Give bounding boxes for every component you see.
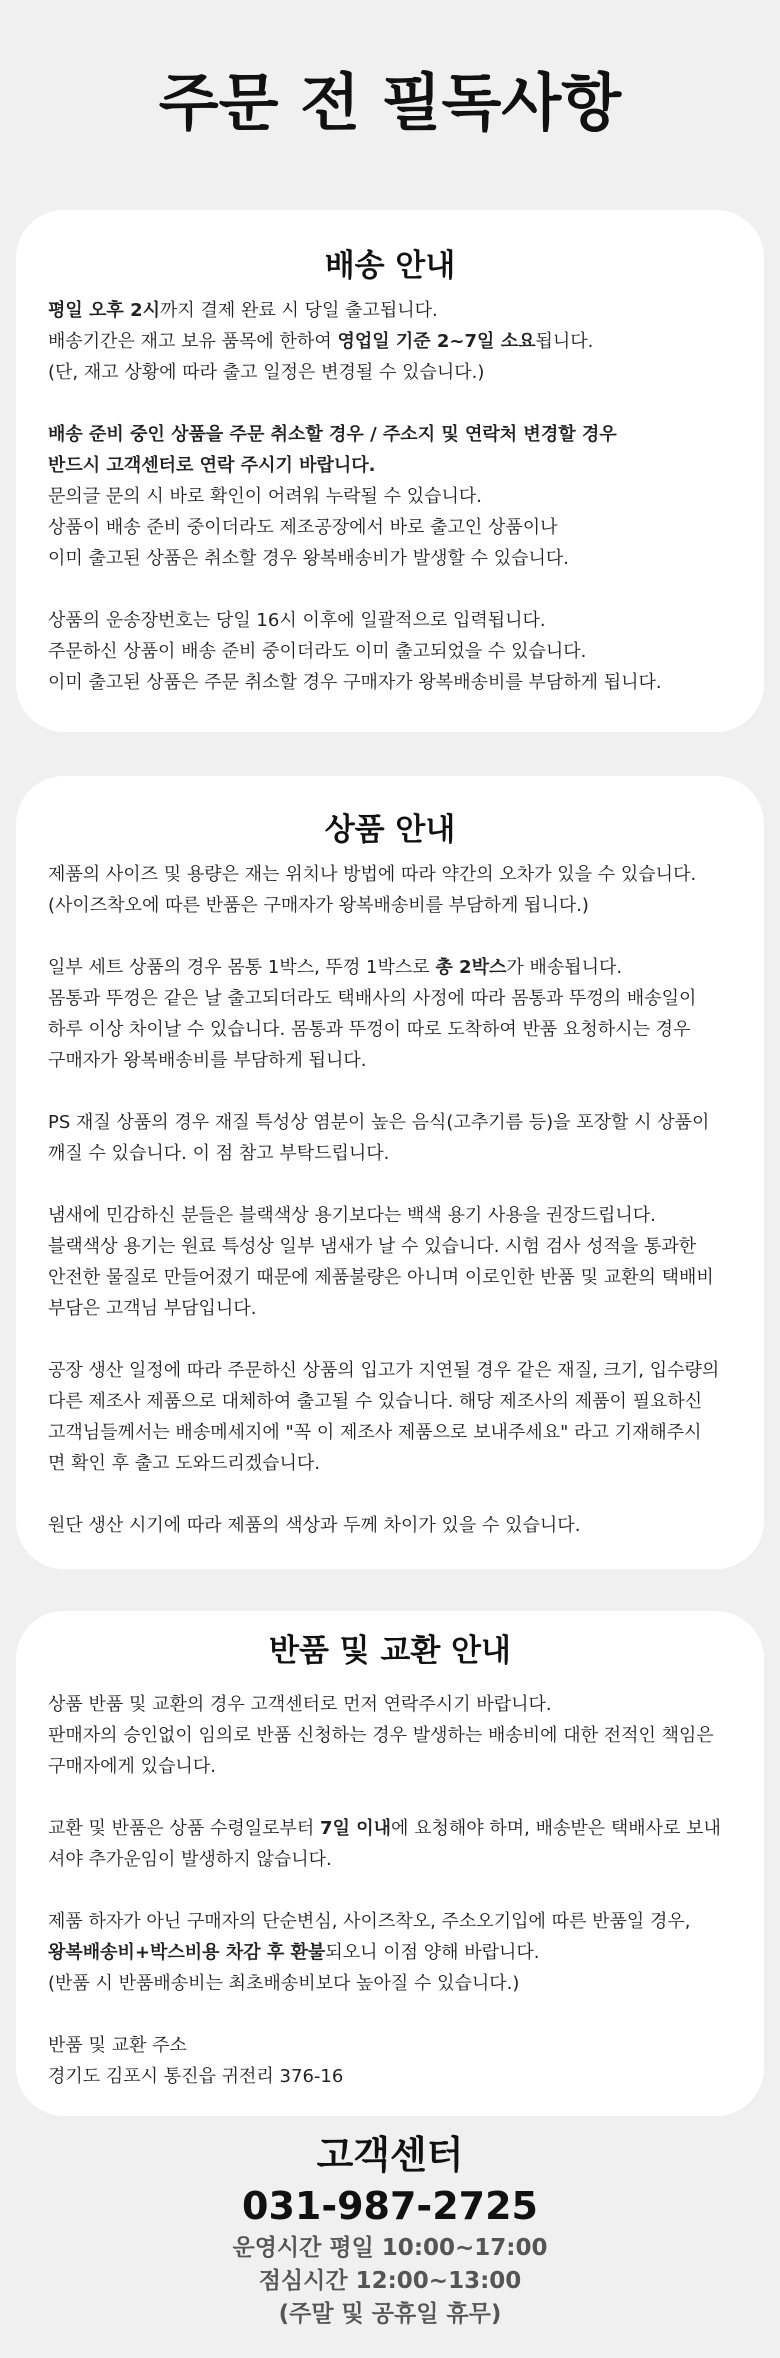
text-line	[48, 1107, 744, 1138]
bold-text: 평일 오후 2시	[48, 300, 160, 321]
text-line	[48, 636, 744, 667]
text-span: 블랙색상 용기는 원료 특성상 일부 냄새가 날 수 있습니다. 시험 검사 성적을 통과한	[48, 1236, 697, 1257]
text-span: 몸통과 뚜껑은 같은 날 출고되더라도 택배사의 사정에 따라 몸통과 뚜껑의 배송일이	[48, 988, 697, 1009]
text-span: 면 확인 후 출고 도와드리겠습니다.	[48, 1453, 321, 1474]
text-span: 상품의 운송장번호는 당일 16시 이후에 일괄적으로 입력됩니다.	[48, 610, 546, 631]
text-span: 배송기간은 재고 보유 품목에 한하여	[48, 331, 338, 352]
text-line	[48, 1813, 744, 1844]
text-line	[48, 419, 744, 450]
text-span: 에 요청해야 하며, 배송받은 택배사로 보내	[391, 1818, 721, 1839]
text-span: 판매자의 승인없이 임의로 반품 신청하는 경우 발생하는 배송비에 대한 전적인 책임은	[48, 1725, 714, 1746]
text-line	[48, 1262, 744, 1293]
product-info-body	[48, 859, 744, 1541]
text-line	[48, 1386, 744, 1417]
return-exchange-card	[16, 1611, 764, 2116]
text-span: 제품의 사이즈 및 용량은 재는 위치나 방법에 따라 약간의 오차가 있을 수 있습니다.	[48, 864, 697, 885]
bold-text: 배송 준비 중인 상품을 주문 취소할 경우 / 주소지 및 연락처 변경할 경우	[48, 424, 617, 445]
product-info-title: 상품 안내	[324, 812, 456, 848]
text-line	[48, 1014, 744, 1045]
text-span: 까지 결제 완료 시 당일 출고됩니다.	[160, 300, 438, 321]
text-line	[48, 1355, 744, 1386]
text-span: 셔야 추가운임이 발생하지 않습니다.	[48, 1849, 332, 1870]
text-line	[48, 2061, 744, 2092]
text-span: (반품 시 반품배송비는 최초배송비보다 높아질 수 있습니다.)	[48, 1973, 520, 1994]
text-span: 상품이 배송 준비 중이더라도 제조공장에서 바로 출고인 상품이나	[48, 517, 558, 538]
text-line	[48, 1448, 744, 1479]
text-span: 안전한 물질로 만들어졌기 때문에 제품불량은 아니며 이로인한 반품 및 교환의 택배비	[48, 1267, 714, 1288]
text-span: 하루 이상 차이날 수 있습니다. 몸통과 뚜껑이 따로 도착하여 반품 요청하시는 경우	[48, 1019, 691, 1040]
text-line	[48, 1968, 744, 1999]
bold-text: 총 2박스	[435, 957, 507, 978]
text-line	[48, 952, 744, 983]
shipping-info-body	[48, 295, 744, 698]
text-line	[48, 1751, 744, 1782]
text-line	[48, 357, 744, 388]
shipping-info-card	[16, 210, 764, 732]
lunch-hours: 점심시간 12:00~13:00	[258, 2268, 522, 2294]
line-gap	[48, 574, 744, 605]
text-line	[48, 1200, 744, 1231]
text-span: 반품 및 교환 주소	[48, 2035, 187, 2056]
text-line	[48, 1417, 744, 1448]
text-span: (사이즈착오에 따른 반품은 구매자가 왕복배송비를 부담하게 됩니다.)	[48, 895, 589, 916]
line-gap	[48, 921, 744, 952]
text-span: 제품 하자가 아닌 구매자의 단순변심, 사이즈착오, 주소오기입에 따른 반품일 경우,	[48, 1911, 691, 1932]
text-line	[48, 1510, 744, 1541]
line-gap	[48, 1782, 744, 1813]
text-line	[48, 512, 744, 543]
return-exchange-body	[48, 1689, 744, 2092]
text-line	[48, 326, 744, 357]
text-line	[48, 450, 744, 481]
line-gap	[48, 1324, 744, 1355]
line-gap	[48, 1076, 744, 1107]
text-span: 깨질 수 있습니다. 이 점 참고 부탁드립니다.	[48, 1143, 390, 1164]
text-line	[48, 1844, 744, 1875]
text-span: (단, 재고 상황에 따라 출고 일정은 변경될 수 있습니다.)	[48, 362, 485, 383]
text-line	[48, 667, 744, 698]
text-line	[48, 481, 744, 512]
text-line	[48, 1937, 744, 1968]
text-span: 고객님들께서는 배송메세지에 "꼭 이 제조사 제품으로 보내주세요" 라고 기재해주시	[48, 1422, 702, 1443]
text-line	[48, 859, 744, 890]
text-span: 원단 생산 시기에 따라 제품의 색상과 두께 차이가 있을 수 있습니다.	[48, 1515, 581, 1536]
customer-center-phone: 031-987-2725	[242, 2184, 538, 2228]
text-line	[48, 1138, 744, 1169]
line-gap	[48, 1875, 744, 1906]
text-span: 되오니 이점 양해 바랍니다.	[325, 1942, 540, 1963]
text-line	[48, 1045, 744, 1076]
bold-text: 왕복배송비+박스비용 차감 후 환불	[48, 1942, 326, 1963]
text-line	[48, 2030, 744, 2061]
text-line	[48, 605, 744, 636]
text-line	[48, 983, 744, 1014]
line-gap	[48, 1999, 744, 2030]
text-span: 부담은 고객님 부담입니다.	[48, 1298, 257, 1319]
bold-text: 반드시 고객센터로 연락 주시기 바랍니다.	[48, 455, 376, 476]
line-gap	[48, 1169, 744, 1200]
text-span: 이미 출고된 상품은 취소할 경우 왕복배송비가 발생할 수 있습니다.	[48, 548, 569, 569]
closed-days: (주말 및 공휴일 휴무)	[278, 2301, 502, 2327]
text-span: 교환 및 반품은 상품 수령일로부터	[48, 1818, 321, 1839]
operating-hours: 운영시간 평일 10:00~17:00	[232, 2235, 548, 2261]
bold-text: 7일 이내	[320, 1818, 392, 1839]
product-info-card	[16, 776, 764, 1569]
text-line	[48, 890, 744, 921]
text-span: 구매자가 왕복배송비를 부담하게 됩니다.	[48, 1050, 367, 1071]
text-line	[48, 1689, 744, 1720]
text-line	[48, 543, 744, 574]
text-span: 경기도 김포시 통진읍 귀전리 376-16	[48, 2066, 344, 2087]
text-line	[48, 1293, 744, 1324]
line-gap	[48, 388, 744, 419]
text-line	[48, 1906, 744, 1937]
text-span: 이미 출고된 상품은 주문 취소할 경우 구매자가 왕복배송비를 부담하게 됩니다.	[48, 672, 662, 693]
text-line	[48, 295, 744, 326]
page-title: 주문 전 필독사항	[158, 66, 622, 139]
shipping-info-title: 배송 안내	[324, 248, 456, 284]
text-span: 상품 반품 및 교환의 경우 고객센터로 먼저 연락주시기 바랍니다.	[48, 1694, 552, 1715]
text-span: PS 재질 상품의 경우 재질 특성상 염분이 높은 음식(고추기름 등)을 포장할 시 상품이	[48, 1112, 710, 1133]
text-span: 가 배송됩니다.	[506, 957, 623, 978]
text-line	[48, 1231, 744, 1262]
text-span: 공장 생산 일정에 따라 주문하신 상품의 입고가 지연될 경우 같은 재질, 크기, 입수량의	[48, 1360, 720, 1381]
customer-center-title: 고객센터	[316, 2133, 464, 2177]
text-span: 됩니다.	[535, 331, 594, 352]
bold-text: 영업일 기준 2~7일 소요	[337, 331, 536, 352]
text-line	[48, 1720, 744, 1751]
text-span: 다른 제조사 제품으로 대체하여 출고될 수 있습니다. 해당 제조사의 제품이 필요하신	[48, 1391, 703, 1412]
text-span: 냄새에 민감하신 분들은 블랙색상 용기보다는 백색 용기 사용을 권장드립니다.	[48, 1205, 656, 1226]
text-span: 구매자에게 있습니다.	[48, 1756, 216, 1777]
text-span: 주문하신 상품이 배송 준비 중이더라도 이미 출고되었을 수 있습니다.	[48, 641, 587, 662]
text-span: 문의글 문의 시 바로 확인이 어려워 누락될 수 있습니다.	[48, 486, 483, 507]
text-span: 일부 세트 상품의 경우 몸통 1박스, 뚜껑 1박스로	[48, 957, 436, 978]
return-exchange-title: 반품 및 교환 안내	[269, 1633, 511, 1669]
line-gap	[48, 1479, 744, 1510]
